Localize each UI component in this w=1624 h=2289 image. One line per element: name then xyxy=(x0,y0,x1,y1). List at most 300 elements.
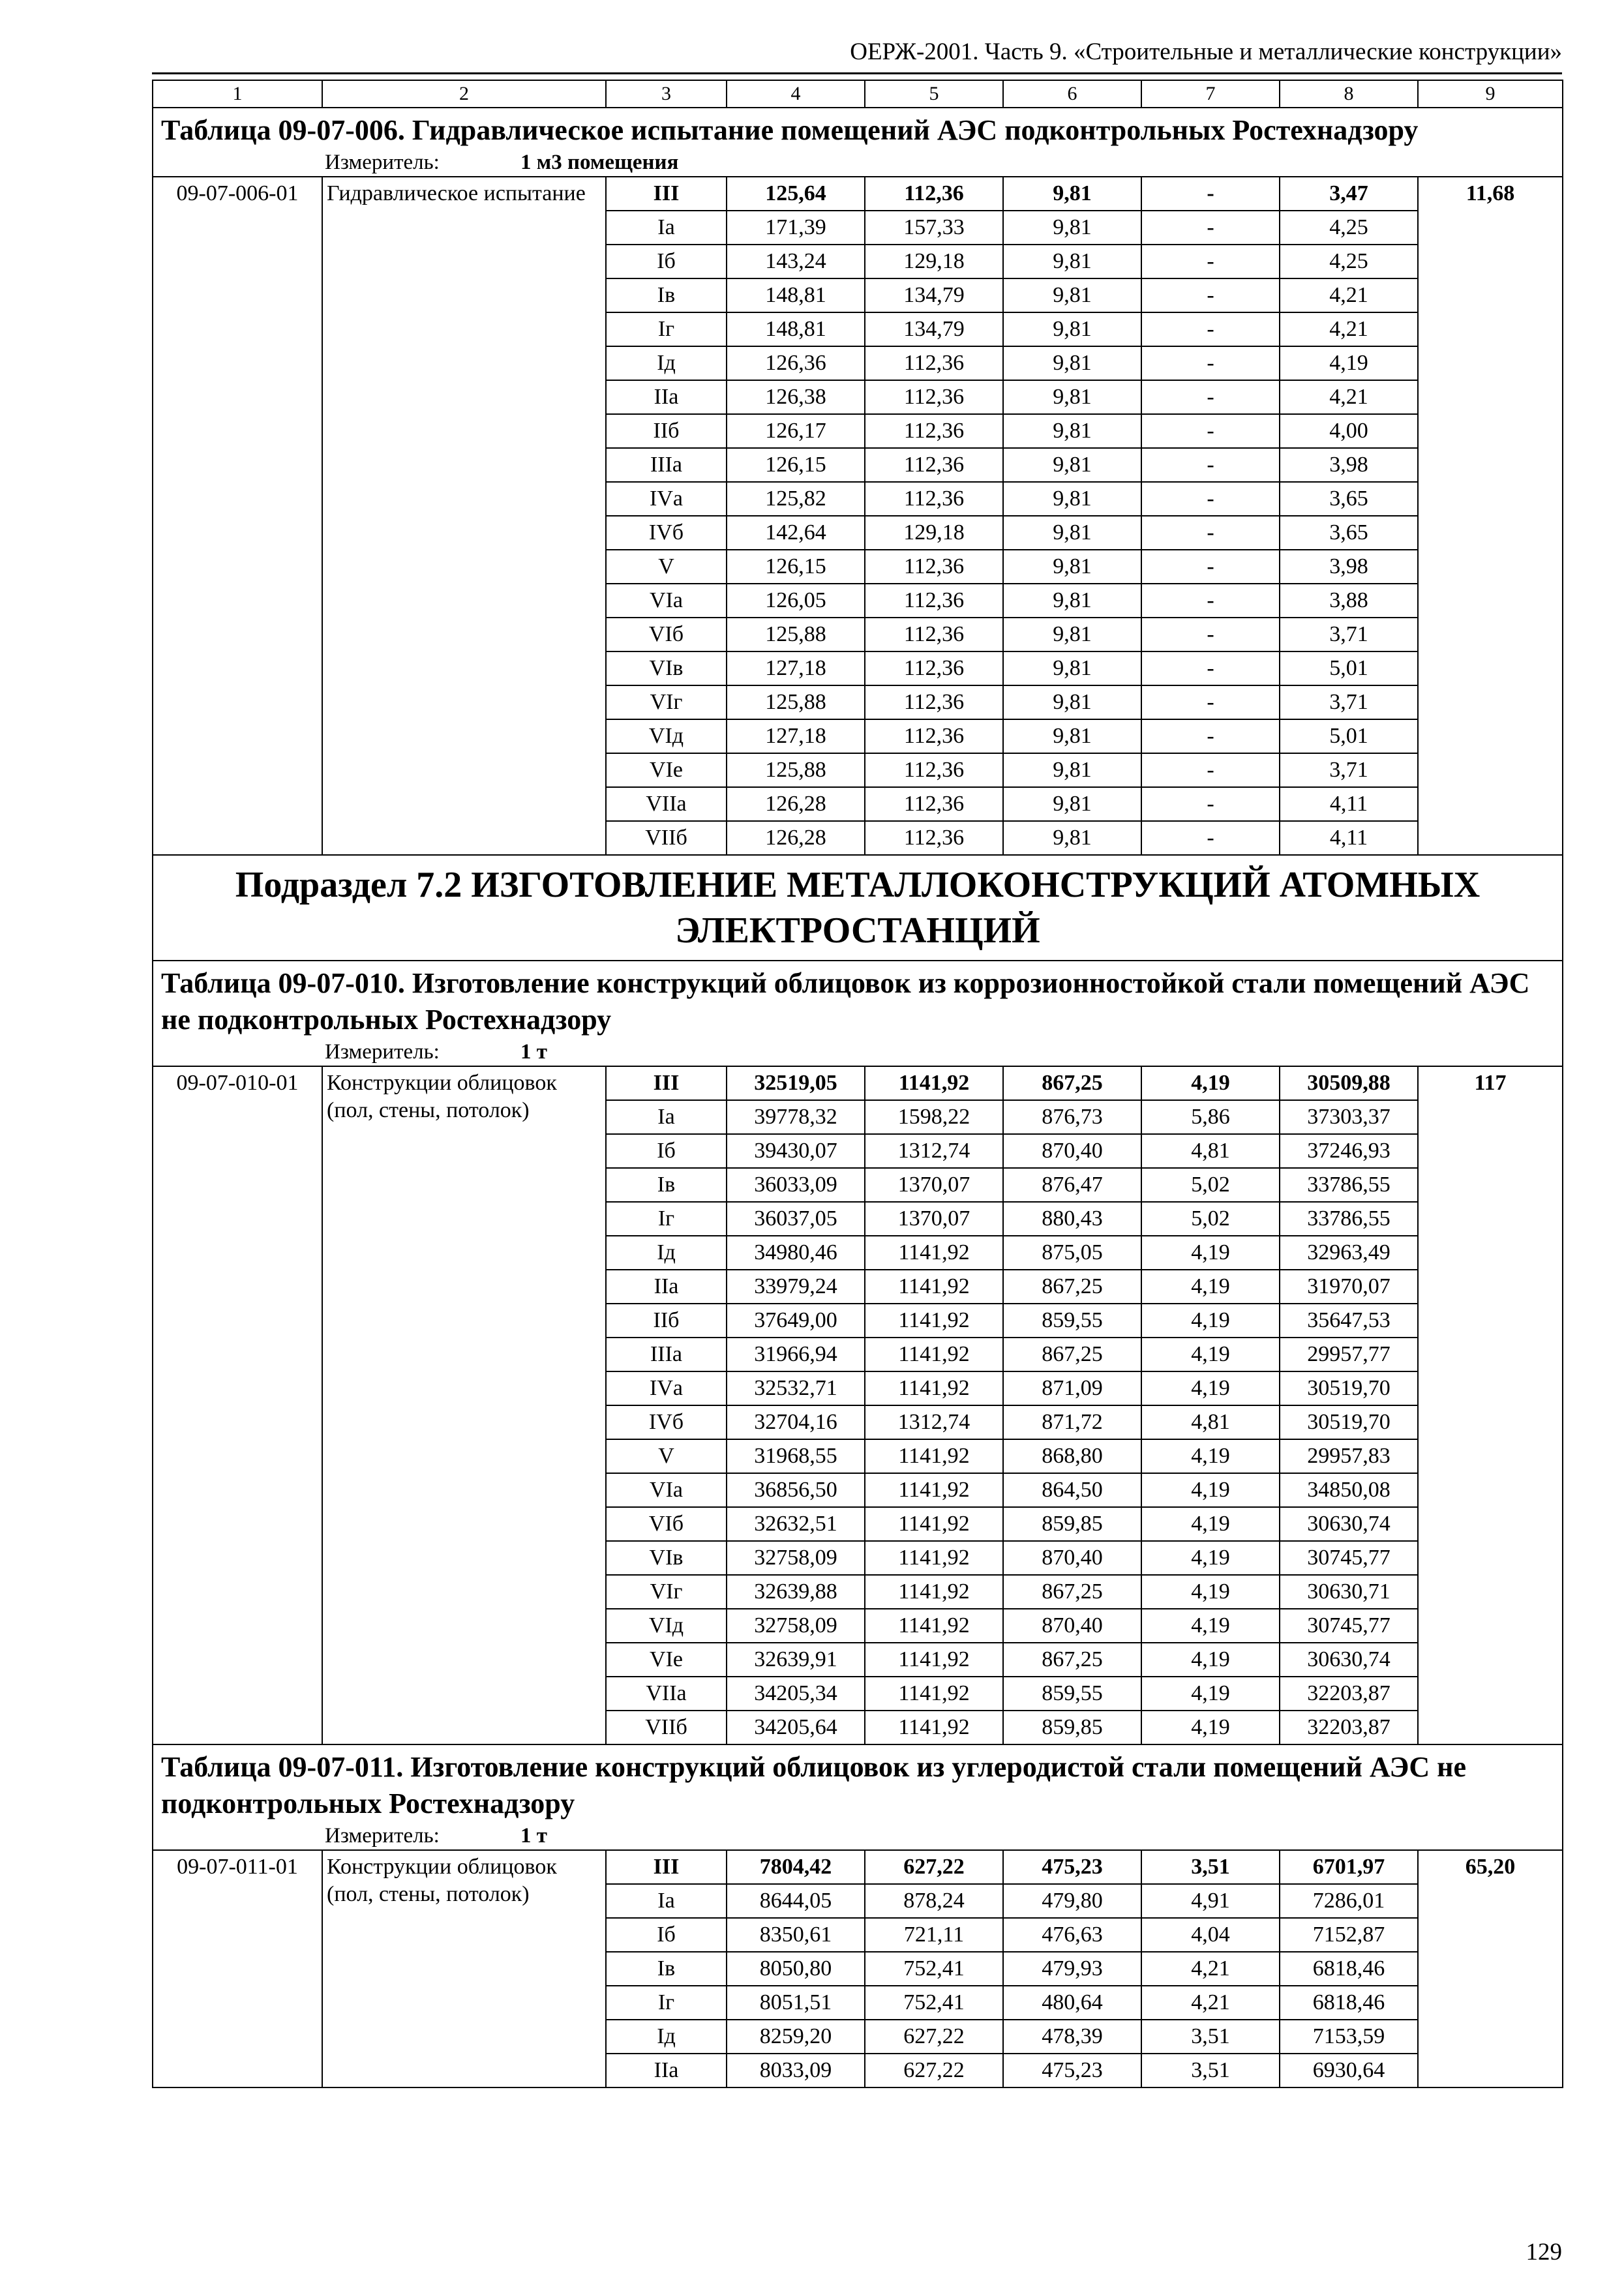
value-cell: 112,36 xyxy=(865,414,1003,448)
value-cell: 4,21 xyxy=(1141,1986,1280,2020)
measure-label: Измеритель: xyxy=(325,1824,440,1848)
value-cell: - xyxy=(1141,278,1280,312)
value-cell: 9,81 xyxy=(1003,346,1141,380)
value-cell: - xyxy=(1141,380,1280,414)
value-cell: 126,36 xyxy=(727,346,865,380)
value-cell: 9,81 xyxy=(1003,414,1141,448)
value-cell: - xyxy=(1141,448,1280,482)
value-cell: 112,36 xyxy=(865,448,1003,482)
table-title-row xyxy=(153,1744,1563,1822)
value-cell: 9,81 xyxy=(1003,753,1141,787)
value-cell: 36037,05 xyxy=(727,1202,865,1236)
value-cell: 39778,32 xyxy=(727,1100,865,1134)
value-cell: 721,11 xyxy=(865,1918,1003,1952)
zone-cell: VIд xyxy=(606,719,727,753)
value-cell: - xyxy=(1141,414,1280,448)
zone-cell: VIIб xyxy=(606,1711,727,1744)
value-cell: 1141,92 xyxy=(865,1439,1003,1473)
value-cell: - xyxy=(1141,516,1280,550)
value-cell: 9,81 xyxy=(1003,245,1141,278)
value-cell: 3,65 xyxy=(1280,516,1418,550)
value-cell: 112,36 xyxy=(865,719,1003,753)
column-number: 9 xyxy=(1418,80,1563,108)
zone-cell: VIд xyxy=(606,1609,727,1643)
zone-cell: IVа xyxy=(606,482,727,516)
value-cell: 9,81 xyxy=(1003,618,1141,651)
zone-cell: IIIа xyxy=(606,448,727,482)
measure-row xyxy=(153,1038,1563,1066)
value-cell: 6818,46 xyxy=(1280,1952,1418,1986)
zone-cell: VIIб xyxy=(606,821,727,855)
zone-cell: Iг xyxy=(606,1986,727,2020)
value-cell: 3,65 xyxy=(1280,482,1418,516)
value-cell: 31968,55 xyxy=(727,1439,865,1473)
zone-cell: Iв xyxy=(606,278,727,312)
zone-cell: Iв xyxy=(606,1168,727,1202)
value-cell: 32519,05 xyxy=(727,1066,865,1100)
value-cell: 32758,09 xyxy=(727,1541,865,1575)
zone-cell: VIIа xyxy=(606,787,727,821)
value-cell: 1141,92 xyxy=(865,1541,1003,1575)
value-cell: 32532,71 xyxy=(727,1371,865,1405)
value-cell: 4,19 xyxy=(1141,1643,1280,1677)
item-code: 09-07-006-01 xyxy=(153,177,322,855)
value-cell: 3,88 xyxy=(1280,584,1418,618)
value-cell: 112,36 xyxy=(865,482,1003,516)
value-cell: 1141,92 xyxy=(865,1609,1003,1643)
value-cell: 4,19 xyxy=(1280,346,1418,380)
value-cell: 7804,42 xyxy=(727,1850,865,1884)
value-cell: 880,43 xyxy=(1003,1202,1141,1236)
value-cell: 32758,09 xyxy=(727,1609,865,1643)
value-cell: 4,25 xyxy=(1280,245,1418,278)
value-cell: 32704,16 xyxy=(727,1405,865,1439)
zone-cell: VIа xyxy=(606,584,727,618)
value-cell: 125,88 xyxy=(727,753,865,787)
value-cell: 8050,80 xyxy=(727,1952,865,1986)
value-cell: 126,15 xyxy=(727,550,865,584)
value-cell: 867,25 xyxy=(1003,1643,1141,1677)
value-cell: 112,36 xyxy=(865,177,1003,211)
zone-cell: IVб xyxy=(606,1405,727,1439)
value-cell: 4,19 xyxy=(1141,1711,1280,1744)
value-cell: 36856,50 xyxy=(727,1473,865,1507)
value-cell: - xyxy=(1141,618,1280,651)
value-cell: 4,21 xyxy=(1280,380,1418,414)
value-cell: 9,81 xyxy=(1003,278,1141,312)
value-cell: 126,17 xyxy=(727,414,865,448)
value-cell: 9,81 xyxy=(1003,211,1141,245)
value-cell: 4,81 xyxy=(1141,1134,1280,1168)
value-cell: 4,11 xyxy=(1280,787,1418,821)
value-cell: 32639,91 xyxy=(727,1643,865,1677)
zone-cell: Iд xyxy=(606,1236,727,1270)
value-cell: 859,55 xyxy=(1003,1304,1141,1338)
value-cell: 39430,07 xyxy=(727,1134,865,1168)
value-cell: 5,86 xyxy=(1141,1100,1280,1134)
table-title: Таблица 09-07-010. Изготовление конструкций облицовок из коррозионностойкой стали помещений АЭС не подконтрольных Ростехнадзору xyxy=(153,961,1563,1038)
value-cell: 867,25 xyxy=(1003,1338,1141,1371)
value-cell: 3,71 xyxy=(1280,753,1418,787)
column-number-row xyxy=(153,80,1563,108)
value-cell: 475,23 xyxy=(1003,1850,1141,1884)
value-cell: 9,81 xyxy=(1003,821,1141,855)
measure-label: Измеритель: xyxy=(325,1040,440,1064)
value-cell: 7286,01 xyxy=(1280,1884,1418,1918)
zone-cell: Iд xyxy=(606,2020,727,2054)
value-cell: - xyxy=(1141,753,1280,787)
measure-cell xyxy=(153,1038,1563,1066)
value-cell: 3,51 xyxy=(1141,1850,1280,1884)
value-cell: 5,02 xyxy=(1141,1202,1280,1236)
table-row xyxy=(153,1066,1563,1100)
zone-cell: III xyxy=(606,177,727,211)
value-cell: 112,36 xyxy=(865,584,1003,618)
value-cell: - xyxy=(1141,177,1280,211)
table-title: Таблица 09-07-011. Изготовление конструкций облицовок из углеродистой стали помещений АЭС не подконтрольных Ростехнадзору xyxy=(153,1744,1563,1822)
value-cell: 8259,20 xyxy=(727,2020,865,2054)
value-cell: 3,47 xyxy=(1280,177,1418,211)
zone-cell: VIе xyxy=(606,1643,727,1677)
measure-cell xyxy=(153,1822,1563,1850)
value-cell: 143,24 xyxy=(727,245,865,278)
zone-cell: V xyxy=(606,1439,727,1473)
value-cell: 5,02 xyxy=(1141,1168,1280,1202)
col9-value: 117 xyxy=(1418,1066,1563,1744)
value-cell: 878,24 xyxy=(865,1884,1003,1918)
value-cell: 30519,70 xyxy=(1280,1371,1418,1405)
value-cell: 9,81 xyxy=(1003,719,1141,753)
value-cell: 479,93 xyxy=(1003,1952,1141,1986)
value-cell: 480,64 xyxy=(1003,1986,1141,2020)
column-number: 6 xyxy=(1003,80,1141,108)
value-cell: 125,64 xyxy=(727,177,865,211)
column-number: 8 xyxy=(1280,80,1418,108)
value-cell: 129,18 xyxy=(865,516,1003,550)
column-number: 2 xyxy=(322,80,606,108)
item-name: Конструкции облицовок (пол, стены, потолок) xyxy=(322,1850,606,2087)
value-cell: - xyxy=(1141,584,1280,618)
value-cell: 627,22 xyxy=(865,2054,1003,2087)
value-cell: - xyxy=(1141,346,1280,380)
zone-cell: VIб xyxy=(606,1507,727,1541)
zone-cell: IIа xyxy=(606,2054,727,2087)
value-cell: 871,09 xyxy=(1003,1371,1141,1405)
value-cell: 7152,87 xyxy=(1280,1918,1418,1952)
value-cell: 9,81 xyxy=(1003,482,1141,516)
value-cell: 4,19 xyxy=(1141,1575,1280,1609)
zone-cell: Iб xyxy=(606,1134,727,1168)
zone-cell: Iа xyxy=(606,1884,727,1918)
value-cell: 33786,55 xyxy=(1280,1168,1418,1202)
value-cell: 126,38 xyxy=(727,380,865,414)
value-cell: 126,05 xyxy=(727,584,865,618)
value-cell: 125,82 xyxy=(727,482,865,516)
column-number: 5 xyxy=(865,80,1003,108)
item-code: 09-07-010-01 xyxy=(153,1066,322,1744)
value-cell: 171,39 xyxy=(727,211,865,245)
value-cell: 478,39 xyxy=(1003,2020,1141,2054)
value-cell: 752,41 xyxy=(865,1986,1003,2020)
value-cell: - xyxy=(1141,787,1280,821)
value-cell: 9,81 xyxy=(1003,550,1141,584)
value-cell: 9,81 xyxy=(1003,516,1141,550)
value-cell: 1141,92 xyxy=(865,1575,1003,1609)
value-cell: 9,81 xyxy=(1003,380,1141,414)
measure-value: 1 м3 помещения xyxy=(520,151,679,174)
value-cell: 870,40 xyxy=(1003,1134,1141,1168)
price-table xyxy=(152,80,1563,2088)
zone-cell: VIб xyxy=(606,618,727,651)
value-cell: 4,19 xyxy=(1141,1371,1280,1405)
zone-cell: Iг xyxy=(606,1202,727,1236)
value-cell: 875,05 xyxy=(1003,1236,1141,1270)
zone-cell: III xyxy=(606,1850,727,1884)
value-cell: 1141,92 xyxy=(865,1711,1003,1744)
table-row xyxy=(153,1850,1563,1884)
value-cell: 752,41 xyxy=(865,1952,1003,1986)
value-cell: 1141,92 xyxy=(865,1371,1003,1405)
zone-cell: VIг xyxy=(606,1575,727,1609)
value-cell: 129,18 xyxy=(865,245,1003,278)
value-cell: 127,18 xyxy=(727,719,865,753)
value-cell: 8033,09 xyxy=(727,2054,865,2087)
value-cell: - xyxy=(1141,719,1280,753)
zone-cell: IIб xyxy=(606,1304,727,1338)
value-cell: 4,21 xyxy=(1280,312,1418,346)
value-cell: 3,98 xyxy=(1280,550,1418,584)
value-cell: 35647,53 xyxy=(1280,1304,1418,1338)
measure-value: 1 т xyxy=(520,1040,547,1064)
measure-cell xyxy=(153,149,1563,177)
column-number: 4 xyxy=(727,80,865,108)
value-cell: 112,36 xyxy=(865,787,1003,821)
zone-cell: Iб xyxy=(606,1918,727,1952)
value-cell: 9,81 xyxy=(1003,177,1141,211)
value-cell: 1312,74 xyxy=(865,1405,1003,1439)
col9-value: 11,68 xyxy=(1418,177,1563,855)
value-cell: 157,33 xyxy=(865,211,1003,245)
value-cell: 126,28 xyxy=(727,821,865,855)
value-cell: 32203,87 xyxy=(1280,1677,1418,1711)
value-cell: 4,21 xyxy=(1141,1952,1280,1986)
item-name: Гидравлическое испытание xyxy=(322,177,606,855)
value-cell: 8350,61 xyxy=(727,1918,865,1952)
value-cell: - xyxy=(1141,245,1280,278)
value-cell: 29957,83 xyxy=(1280,1439,1418,1473)
value-cell: 1370,07 xyxy=(865,1168,1003,1202)
value-cell: 1312,74 xyxy=(865,1134,1003,1168)
value-cell: 142,64 xyxy=(727,516,865,550)
value-cell: 4,19 xyxy=(1141,1236,1280,1270)
value-cell: 859,85 xyxy=(1003,1507,1141,1541)
value-cell: 6818,46 xyxy=(1280,1986,1418,2020)
value-cell: 4,19 xyxy=(1141,1541,1280,1575)
value-cell: 4,00 xyxy=(1280,414,1418,448)
table-row xyxy=(153,177,1563,211)
value-cell: 33786,55 xyxy=(1280,1202,1418,1236)
value-cell: 5,01 xyxy=(1280,651,1418,685)
zone-cell: Iд xyxy=(606,346,727,380)
value-cell: 871,72 xyxy=(1003,1405,1141,1439)
value-cell: 859,85 xyxy=(1003,1711,1141,1744)
page-number: 129 xyxy=(1526,2239,1562,2266)
measure-label: Измеритель: xyxy=(325,151,440,174)
item-name: Конструкции облицовок (пол, стены, потолок) xyxy=(322,1066,606,1744)
value-cell: 1141,92 xyxy=(865,1304,1003,1338)
zone-cell: VIа xyxy=(606,1473,727,1507)
value-cell: 9,81 xyxy=(1003,651,1141,685)
measure-row xyxy=(153,149,1563,177)
value-cell: 112,36 xyxy=(865,380,1003,414)
value-cell: 1141,92 xyxy=(865,1677,1003,1711)
value-cell: 148,81 xyxy=(727,278,865,312)
value-cell: 9,81 xyxy=(1003,448,1141,482)
zone-cell: V xyxy=(606,550,727,584)
zone-cell: Iб xyxy=(606,245,727,278)
zone-cell: Iг xyxy=(606,312,727,346)
column-number: 1 xyxy=(153,80,322,108)
value-cell: 112,36 xyxy=(865,346,1003,380)
zone-cell: VIв xyxy=(606,651,727,685)
zone-cell: Iа xyxy=(606,1100,727,1134)
value-cell: 4,19 xyxy=(1141,1677,1280,1711)
value-cell: - xyxy=(1141,312,1280,346)
value-cell: 30745,77 xyxy=(1280,1609,1418,1643)
value-cell: - xyxy=(1141,211,1280,245)
value-cell: 29957,77 xyxy=(1280,1338,1418,1371)
value-cell: 36033,09 xyxy=(727,1168,865,1202)
value-cell: 1141,92 xyxy=(865,1473,1003,1507)
header-rule xyxy=(152,72,1562,74)
value-cell: 4,19 xyxy=(1141,1439,1280,1473)
value-cell: 31970,07 xyxy=(1280,1270,1418,1304)
value-cell: 32203,87 xyxy=(1280,1711,1418,1744)
running-header: ОЕРЖ-2001. Часть 9. «Строительные и металлические конструкции» xyxy=(850,38,1562,65)
subsection-row xyxy=(153,855,1563,961)
value-cell: 9,81 xyxy=(1003,584,1141,618)
value-cell: 6930,64 xyxy=(1280,2054,1418,2087)
zone-cell: IIа xyxy=(606,1270,727,1304)
value-cell: 34205,34 xyxy=(727,1677,865,1711)
value-cell: 3,98 xyxy=(1280,448,1418,482)
value-cell: 32963,49 xyxy=(1280,1236,1418,1270)
zone-cell: VIв xyxy=(606,1541,727,1575)
value-cell: 34980,46 xyxy=(727,1236,865,1270)
value-cell: 867,25 xyxy=(1003,1270,1141,1304)
measure-value: 1 т xyxy=(520,1824,547,1848)
value-cell: 4,19 xyxy=(1141,1304,1280,1338)
value-cell: 4,21 xyxy=(1280,278,1418,312)
value-cell: 1141,92 xyxy=(865,1507,1003,1541)
value-cell: 1141,92 xyxy=(865,1270,1003,1304)
value-cell: 1141,92 xyxy=(865,1643,1003,1677)
value-cell: 4,19 xyxy=(1141,1507,1280,1541)
value-cell: 1141,92 xyxy=(865,1236,1003,1270)
value-cell: 30519,70 xyxy=(1280,1405,1418,1439)
value-cell: 8644,05 xyxy=(727,1884,865,1918)
value-cell: 32632,51 xyxy=(727,1507,865,1541)
value-cell: 34850,08 xyxy=(1280,1473,1418,1507)
zone-cell: IIIа xyxy=(606,1338,727,1371)
zone-cell: IIа xyxy=(606,380,727,414)
value-cell: 37303,37 xyxy=(1280,1100,1418,1134)
value-cell: 476,63 xyxy=(1003,1918,1141,1952)
value-cell: 125,88 xyxy=(727,685,865,719)
value-cell: 112,36 xyxy=(865,651,1003,685)
measure-row xyxy=(153,1822,1563,1850)
value-cell: 479,80 xyxy=(1003,1884,1141,1918)
value-cell: 125,88 xyxy=(727,618,865,651)
column-number: 3 xyxy=(606,80,727,108)
value-cell: 4,19 xyxy=(1141,1473,1280,1507)
value-cell: 134,79 xyxy=(865,312,1003,346)
value-cell: 32639,88 xyxy=(727,1575,865,1609)
value-cell: - xyxy=(1141,482,1280,516)
value-cell: 4,19 xyxy=(1141,1066,1280,1100)
value-cell: 112,36 xyxy=(865,753,1003,787)
value-cell: 126,15 xyxy=(727,448,865,482)
item-code: 09-07-011-01 xyxy=(153,1850,322,2087)
value-cell: 4,25 xyxy=(1280,211,1418,245)
value-cell: 4,19 xyxy=(1141,1338,1280,1371)
value-cell: 7153,59 xyxy=(1280,2020,1418,2054)
value-cell: 4,11 xyxy=(1280,821,1418,855)
value-cell: 9,81 xyxy=(1003,312,1141,346)
subsection-title: Подраздел 7.2 ИЗГОТОВЛЕНИЕ МЕТАЛЛОКОНСТРУКЦИЙ АТОМНЫХ ЭЛЕКТРОСТАНЦИЙ xyxy=(153,855,1563,961)
value-cell: 134,79 xyxy=(865,278,1003,312)
zone-cell: VIг xyxy=(606,685,727,719)
value-cell: 4,81 xyxy=(1141,1405,1280,1439)
value-cell: 4,19 xyxy=(1141,1609,1280,1643)
value-cell: 148,81 xyxy=(727,312,865,346)
value-cell: 30630,74 xyxy=(1280,1643,1418,1677)
value-cell: 868,80 xyxy=(1003,1439,1141,1473)
zone-cell: IVб xyxy=(606,516,727,550)
value-cell: 30630,71 xyxy=(1280,1575,1418,1609)
value-cell: 30630,74 xyxy=(1280,1507,1418,1541)
value-cell: 867,25 xyxy=(1003,1575,1141,1609)
col9-value: 65,20 xyxy=(1418,1850,1563,2087)
value-cell: 112,36 xyxy=(865,618,1003,651)
zone-cell: Iв xyxy=(606,1952,727,1986)
value-cell: 3,71 xyxy=(1280,618,1418,651)
value-cell: 1141,92 xyxy=(865,1066,1003,1100)
table-title: Таблица 09-07-006. Гидравлическое испытание помещений АЭС подконтрольных Ростехнадзору xyxy=(153,108,1563,149)
value-cell: 37649,00 xyxy=(727,1304,865,1338)
value-cell: 3,71 xyxy=(1280,685,1418,719)
value-cell: 859,55 xyxy=(1003,1677,1141,1711)
value-cell: 6701,97 xyxy=(1280,1850,1418,1884)
value-cell: 34205,64 xyxy=(727,1711,865,1744)
zone-cell: VIе xyxy=(606,753,727,787)
zone-cell: IVа xyxy=(606,1371,727,1405)
value-cell: 4,04 xyxy=(1141,1918,1280,1952)
value-cell: - xyxy=(1141,651,1280,685)
table-title-row xyxy=(153,108,1563,149)
value-cell: 4,91 xyxy=(1141,1884,1280,1918)
value-cell: 30745,77 xyxy=(1280,1541,1418,1575)
value-cell: 876,73 xyxy=(1003,1100,1141,1134)
value-cell: 33979,24 xyxy=(727,1270,865,1304)
value-cell: 627,22 xyxy=(865,2020,1003,2054)
value-cell: 112,36 xyxy=(865,550,1003,584)
table-title-row xyxy=(153,961,1563,1038)
value-cell: 112,36 xyxy=(865,821,1003,855)
value-cell: 876,47 xyxy=(1003,1168,1141,1202)
value-cell: - xyxy=(1141,550,1280,584)
value-cell: 867,25 xyxy=(1003,1066,1141,1100)
